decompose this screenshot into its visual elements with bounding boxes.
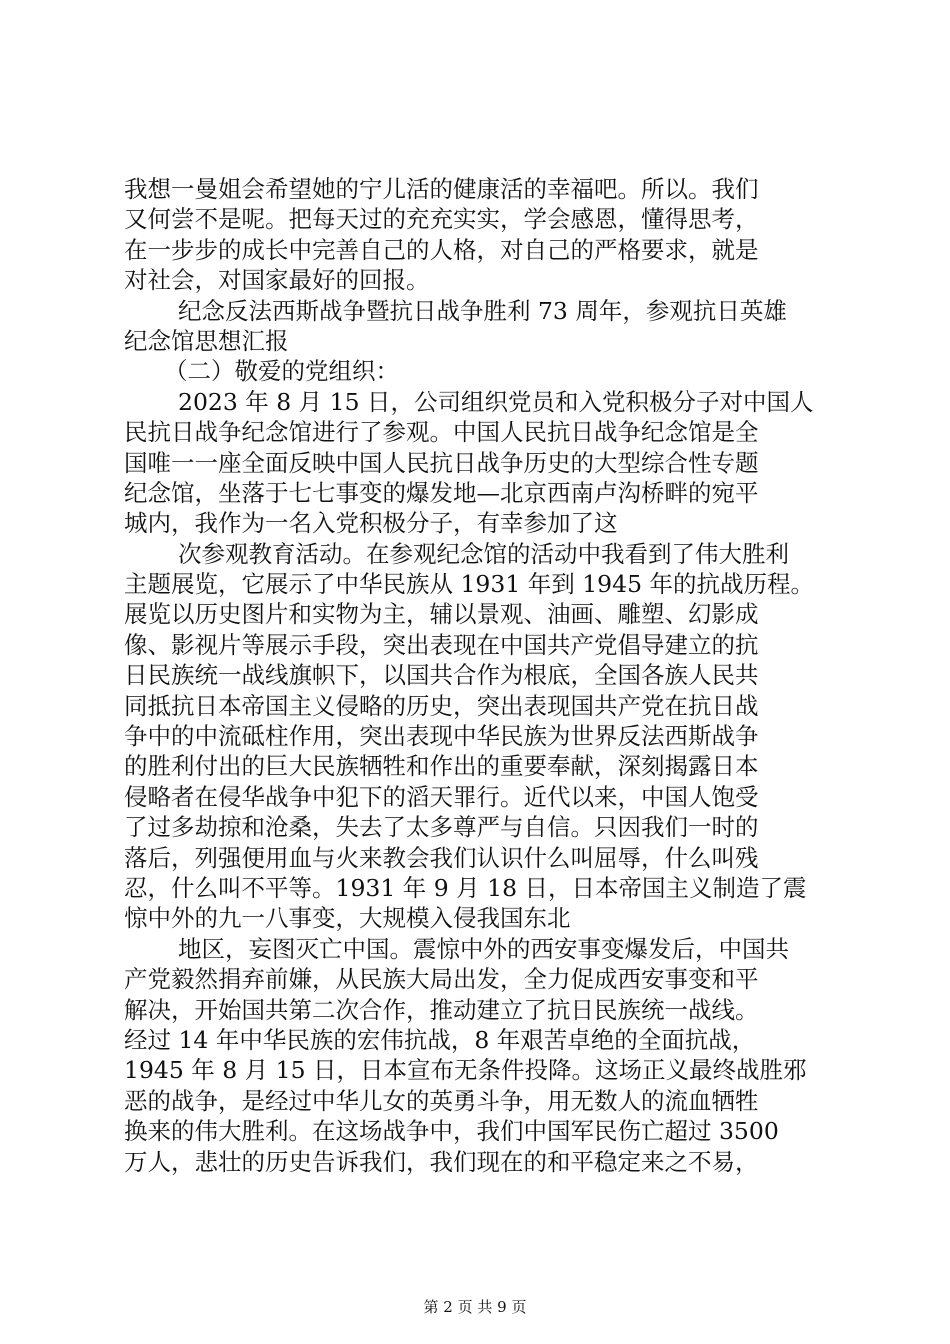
text-line: 纪念馆思想汇报 xyxy=(124,326,289,355)
text-line: 惊中外的九一八事变，大规模入侵我国东北 xyxy=(124,904,571,933)
text-line: 对社会，对国家最好的回报。 xyxy=(124,266,430,295)
text-line: 纪念馆，坐落于七七事变的爆发地—北京西南卢沟桥畔的宛平 xyxy=(124,478,759,507)
text-line: 像、影视片等展示手段，突出表现在中国共产党倡导建立的抗 xyxy=(124,630,759,659)
text-line: 恶的战争，是经过中华儿女的英勇斗争，用无数人的流血牺牲 xyxy=(124,1086,759,1115)
text-line: 侵略者在侵华战争中犯下的滔天罪行。近代以来，中国人饱受 xyxy=(124,782,759,811)
page-number-footer: 第 2 页 共 9 页 xyxy=(423,1298,527,1316)
text-line: 1945 年 8 月 15 日，日本宣布无条件投降。这场正义最终战胜邪 xyxy=(124,1056,807,1085)
text-line: 落后，列强便用血与火来教会我们认识什么叫屈辱，什么叫残 xyxy=(124,843,759,872)
text-line: 主题展览，它展示了中华民族从 1931 年到 1945 年的抗战历程。 xyxy=(124,570,814,599)
section-heading: （二）敬爱的党组织： xyxy=(164,357,399,386)
text-line: 我想一曼姐会希望她的宁儿活的健康活的幸福吧。所以。我们 xyxy=(124,175,759,203)
text-line: 在一步步的成长中完善自己的人格，对自己的严格要求，就是 xyxy=(124,235,759,264)
text-line: 又何尝不是呢。把每天过的充充实实，学会感恩，懂得思考， xyxy=(124,205,759,234)
text-line: 次参观教育活动。在参观纪念馆的活动中我看到了伟大胜利 xyxy=(178,539,789,568)
text-line: 民抗日战争纪念馆进行了参观。中国人民抗日战争纪念馆是全 xyxy=(124,418,759,447)
text-line: 争中的中流砥柱作用，突出表现中华民族为世界反法西斯战争 xyxy=(124,722,759,751)
text-line: 经过 14 年中华民族的宏伟抗战，8 年艰苦卓绝的全面抗战， xyxy=(124,1025,756,1054)
text-line: 纪念反法西斯战争暨抗日战争胜利 73 周年，参观抗日英雄 xyxy=(178,296,787,325)
text-line: 同抵抗日本帝国主义侵略的历史，突出表现国共产党在抗日战 xyxy=(124,691,759,720)
text-line: 的胜利付出的巨大民族牺牲和作出的重要奉献，深刻揭露日本 xyxy=(124,752,759,781)
text-line: 国唯一一座全面反映中国人民抗日战争历史的大型综合性专题 xyxy=(124,448,759,477)
document-body xyxy=(124,174,834,1177)
text-line: 展览以历史图片和实物为主，辅以景观、油画、雕塑、幻影成 xyxy=(124,600,759,629)
text-line: 地区，妄图灭亡中国。震惊中外的西安事变爆发后，中国共 xyxy=(178,934,789,963)
text-line: 了过多劫掠和沧桑，失去了太多尊严与自信。只因我们一时的 xyxy=(124,813,759,842)
text-line: 忍，什么叫不平等。1931 年 9 月 18 日，日本帝国主义制造了震 xyxy=(124,873,807,902)
text-line: 2023 年 8 月 15 日，公司组织党员和入党积极分子对中国人 xyxy=(178,387,814,416)
text-line: 万人，悲壮的历史告诉我们，我们现在的和平稳定来之不易， xyxy=(124,1147,759,1176)
text-line: 产党毅然捐弃前嫌，从民族大局出发，全力促成西安事变和平 xyxy=(124,965,759,994)
text-line: 解决，开始国共第二次合作，推动建立了抗日民族统一战线。 xyxy=(124,995,759,1024)
text-line: 城内，我作为一名入党积极分子，有幸参加了这 xyxy=(124,509,618,538)
text-line: 换来的伟大胜利。在这场战争中，我们中国军民伤亡超过 3500 xyxy=(124,1117,779,1146)
text-line: 日民族统一战线旗帜下，以国共合作为根底，全国各族人民共 xyxy=(124,661,759,690)
